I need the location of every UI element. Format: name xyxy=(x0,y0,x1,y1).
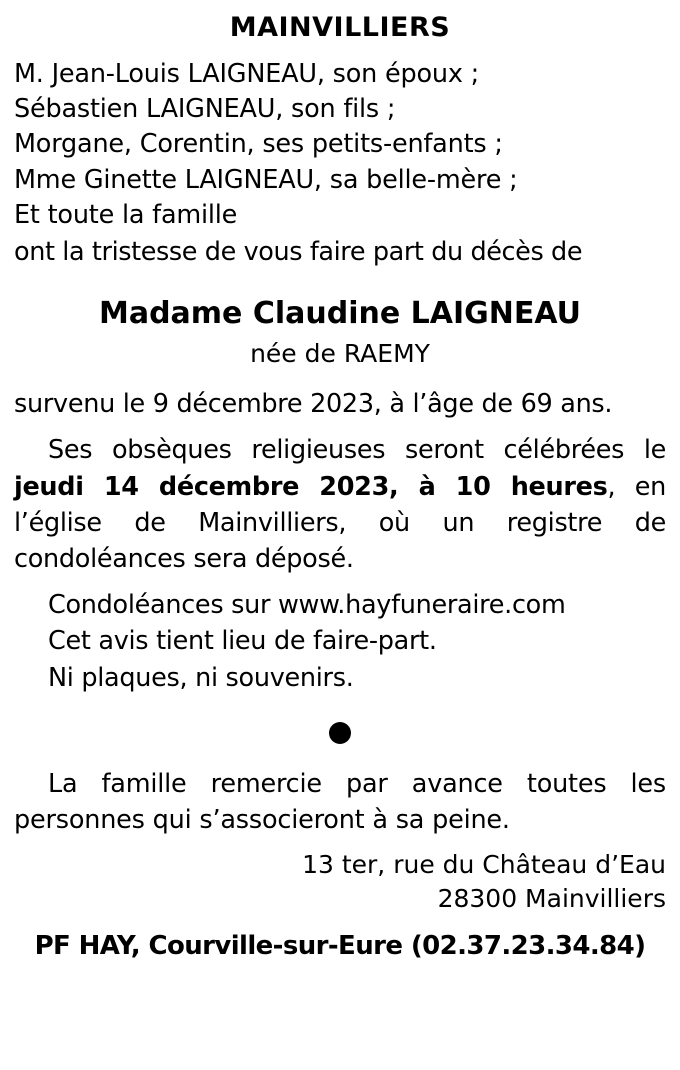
family-member-line: Mme Ginette LAIGNEAU, sa belle-mère ; xyxy=(14,164,518,195)
deceased-name: Madame Claudine LAIGNEAU xyxy=(98,296,582,332)
death-info: survenu le 9 décembre 2023, à l’âge de 69 ans. xyxy=(14,389,613,420)
bullet-dot-icon xyxy=(329,722,351,744)
family-member-line: M. Jean-Louis LAIGNEAU, son époux ; xyxy=(14,59,480,89)
no-plaques-line: Ni plaques, ni souvenirs. xyxy=(48,662,354,693)
family-member-line: Sébastien LAIGNEAU, son fils ; xyxy=(14,94,396,125)
condolences-website-line: Condoléances sur www.hayfuneraire.com xyxy=(48,590,566,621)
separator xyxy=(14,722,666,744)
ceremony-intro-text: Ses obsèques religieuses seront célébrées le xyxy=(48,435,666,466)
funeral-home-line: PF HAY, Courville-sur-Eure (02.37.23.34.84) xyxy=(34,931,646,962)
deceased-maiden-name: née de RAEMY xyxy=(250,339,430,369)
ceremony-place-text: , en l’église de Mainvilliers, où un registre de condoléances sera déposé. xyxy=(14,471,666,574)
extra-info-lines xyxy=(14,587,666,696)
ceremony-paragraph xyxy=(14,432,666,577)
thanks-paragraph: La famille remercie par avance toutes les personnes qui s’associeront à sa peine. xyxy=(14,768,666,835)
family-address xyxy=(14,848,666,915)
announcement-line: ont la tristesse de vous faire part du décès de xyxy=(14,236,583,267)
family-members-list xyxy=(14,57,666,233)
family-member-line: Morgane, Corentin, ses petits-enfants ; xyxy=(14,129,503,160)
city-heading: MAINVILLIERS xyxy=(229,12,451,43)
address-line-2: 28300 Mainvilliers xyxy=(437,883,666,913)
family-member-line: Et toute la famille xyxy=(14,199,238,230)
ceremony-date-time: jeudi 14 décembre 2023, à 10 heures xyxy=(14,471,608,502)
notice-stands-for-line: Cet avis tient lieu de faire-part. xyxy=(48,626,437,657)
address-line-1: 13 ter, rue du Château d’Eau xyxy=(302,850,666,880)
